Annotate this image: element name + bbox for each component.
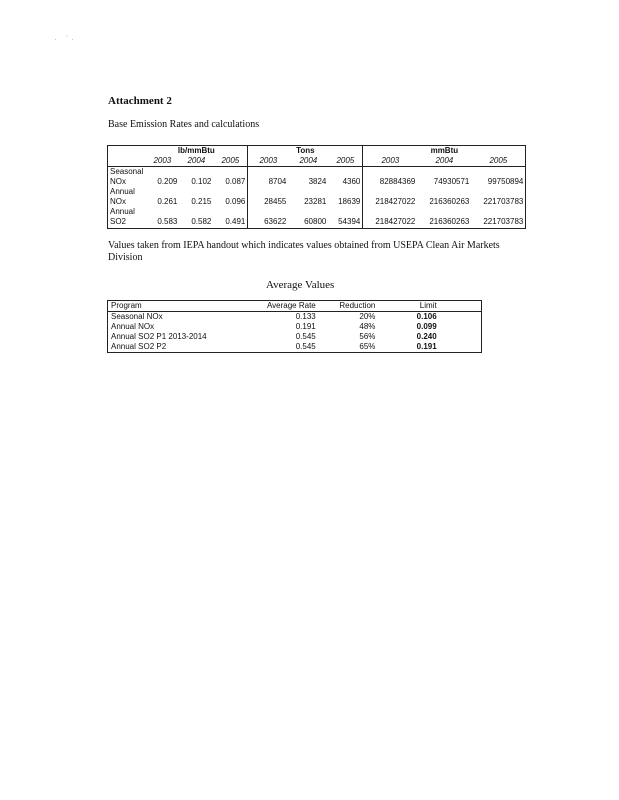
group-header-tons: Tons (248, 146, 363, 157)
program-cell: Annual SO2 P2 (111, 342, 167, 351)
cell-value: 4360 (342, 177, 361, 186)
program-cell: Seasonal NOx (111, 312, 163, 321)
cell-value: 221703783 (483, 217, 524, 226)
row-label: Annual (110, 207, 135, 216)
cell-value: 0.491 (225, 217, 246, 226)
row-label: Seasonal (110, 167, 144, 176)
year-header: 2004 (288, 156, 328, 167)
limit-cell: 0.099 (416, 322, 437, 331)
group-header-row (108, 146, 526, 157)
column-header-limit: Limit (378, 301, 439, 312)
attachment-heading: Attachment 2 (108, 95, 172, 107)
table-row-label-top (108, 187, 526, 197)
cell-value: 23281 (304, 197, 327, 206)
reduction-cell: 56% (359, 332, 376, 341)
cell-value: 74930571 (433, 177, 470, 186)
base-emission-table (107, 145, 526, 229)
group-header-lb-mmbtu: lb/mmBtu (177, 146, 215, 155)
year-header: 2005 (471, 156, 526, 167)
column-header-program: Program (108, 301, 239, 312)
cell-value: 54394 (338, 217, 361, 226)
cell-value: 8704 (248, 177, 289, 187)
year-header: 2003 (363, 156, 418, 167)
cell-value: 99750894 (487, 177, 524, 186)
average-rate-cell: 0.545 (295, 332, 316, 341)
table-row (108, 197, 526, 207)
source-note: Values taken from IEPA handout which indicates values obtained from USEPA Clean Air Markets Division (108, 240, 500, 263)
cell-value: 3824 (308, 177, 327, 186)
cell-value: 0.582 (191, 217, 212, 226)
table-row (108, 177, 526, 187)
year-header: 2004 (417, 156, 471, 167)
year-header: 2004 (179, 156, 213, 167)
reduction-cell: 65% (359, 342, 376, 351)
cell-value: 63622 (248, 217, 289, 229)
table-row-label-top (108, 207, 526, 217)
program-cell: Annual NOx (111, 322, 155, 331)
column-header-reduction: Reduction (319, 301, 379, 312)
table-subheading: Base Emission Rates and calculations (108, 119, 260, 130)
cell-value: 218427022 (363, 197, 418, 207)
cell-value: 60800 (304, 217, 327, 226)
table-row (108, 312, 482, 323)
program-cell: Annual SO2 P1 2013-2014 (111, 332, 207, 341)
limit-cell: 0.240 (416, 332, 437, 341)
average-rate-cell: 0.191 (295, 322, 316, 331)
year-header: 2003 (145, 156, 179, 167)
limit-cell: 0.106 (416, 312, 437, 321)
table-row (108, 332, 482, 342)
scan-artifact-mark: . `. (55, 36, 78, 42)
header-row (108, 301, 482, 312)
cell-value: 0.215 (191, 197, 212, 206)
average-values-title: Average Values (266, 279, 335, 291)
cell-value: 0.102 (191, 177, 212, 186)
table-row-label-top (108, 167, 526, 178)
reduction-cell: 20% (359, 312, 376, 321)
cell-value: 0.261 (157, 197, 178, 206)
cell-value: 28455 (248, 197, 289, 207)
year-header: 2005 (213, 156, 248, 167)
cell-value: 216360263 (429, 217, 470, 226)
row-label: Annual (110, 187, 135, 196)
cell-value: 82884369 (363, 177, 418, 187)
table-row (108, 217, 526, 229)
cell-value: 0.096 (225, 197, 246, 206)
row-label: NOx (110, 197, 126, 206)
cell-value: 0.209 (157, 177, 178, 186)
cell-value: 0.087 (225, 177, 246, 186)
row-label: NOx (110, 177, 126, 186)
cell-value: 0.583 (157, 217, 178, 226)
group-header-mmbtu: mmBtu (363, 146, 526, 157)
cell-value: 218427022 (363, 217, 418, 229)
year-header: 2005 (328, 156, 363, 167)
cell-value: 18639 (338, 197, 361, 206)
table-row (108, 342, 482, 353)
column-header-average-rate: Average Rate (238, 301, 319, 312)
cell-value: 216360263 (429, 197, 470, 206)
cell-value: 221703783 (483, 197, 524, 206)
average-values-table (107, 300, 482, 353)
reduction-cell: 48% (359, 322, 376, 331)
table-row (108, 322, 482, 332)
year-header-row (108, 156, 526, 167)
average-rate-cell: 0.133 (295, 312, 316, 321)
row-label: SO2 (110, 217, 127, 226)
average-rate-cell: 0.545 (295, 342, 316, 351)
limit-cell: 0.191 (416, 342, 437, 351)
year-header: 2003 (248, 156, 289, 167)
